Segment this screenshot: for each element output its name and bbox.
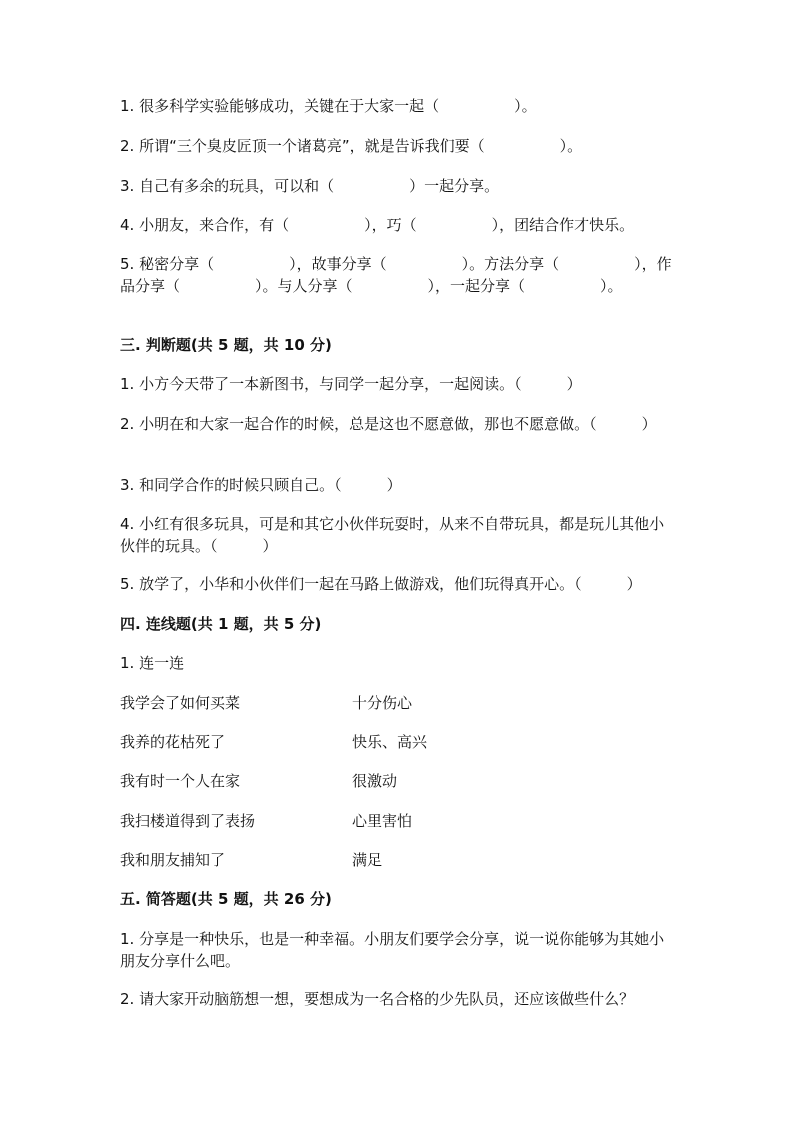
fill-question-1: 1. 很多科学实验能够成功，关键在于大家一起（ ）。 xyxy=(120,97,537,115)
fill-question-4: 4. 小朋友，来合作，有（ ），巧（ ），团结合作才快乐。 xyxy=(120,216,635,234)
match-left-3: 我有时一个人在家 xyxy=(120,772,241,790)
section-heading-short-answer: 五. 简答题(共 5 题，共 26 分) xyxy=(120,890,332,908)
fill-question-5: 5. 秘密分享（ ），故事分享（ ）。方法分享（ ），作品分享（ ）。与人分享（ ），一起分享（ ）。 xyxy=(120,255,672,295)
judge-question-4: 4. 小红有很多玩具，可是和其它小伙伴玩耍时，从来不自带玩具，都是玩儿其他小伙伴的玩具。（ ） xyxy=(120,515,665,555)
judge-question-5: 5. 放学了，小华和小伙伴们一起在马路上做游戏，他们玩得真开心。（ ） xyxy=(120,575,642,593)
section-heading-match: 四. 连线题(共 1 题，共 5 分) xyxy=(120,615,322,633)
judge-question-2: 2. 小明在和大家一起合作的时候，总是这也不愿意做，那也不愿意做。（ ） xyxy=(120,415,657,433)
judge-question-1: 1. 小方今天带了一本新图书，与同学一起分享，一起阅读。（ ） xyxy=(120,375,582,393)
short-question-2: 2. 请大家开动脑筋想一想，要想成为一名合格的少先队员，还应该做些什么？ xyxy=(120,990,635,1008)
match-left-4: 我扫楼道得到了表扬 xyxy=(120,812,256,830)
match-left-5: 我和朋友捕知了 xyxy=(120,851,226,869)
match-right-2: 快乐、高兴 xyxy=(352,733,428,751)
fill-question-2: 2. 所谓“三个臭皮匠顶一个诸葛亮”，就是告诉我们要（ ）。 xyxy=(120,137,583,155)
match-right-3: 很激动 xyxy=(352,772,398,790)
match-question-1: 1. 连一连 xyxy=(120,654,185,672)
match-left-2: 我养的花枯死了 xyxy=(120,733,226,751)
section-heading-judge: 三. 判断题(共 5 题，共 10 分) xyxy=(120,336,332,354)
match-left-1: 我学会了如何买菜 xyxy=(120,694,241,712)
match-right-5: 满足 xyxy=(352,851,383,869)
match-right-4: 心里害怕 xyxy=(352,812,413,830)
fill-question-3: 3. 自己有多余的玩具，可以和（ ）一起分享。 xyxy=(120,177,500,195)
short-question-1: 1. 分享是一种快乐，也是一种幸福。小朋友们要学会分享，说一说你能够为其她小朋友分享什么吧。 xyxy=(120,930,665,970)
judge-question-3: 3. 和同学合作的时候只顾自己。（ ） xyxy=(120,476,402,494)
match-right-1: 十分伤心 xyxy=(352,694,413,712)
